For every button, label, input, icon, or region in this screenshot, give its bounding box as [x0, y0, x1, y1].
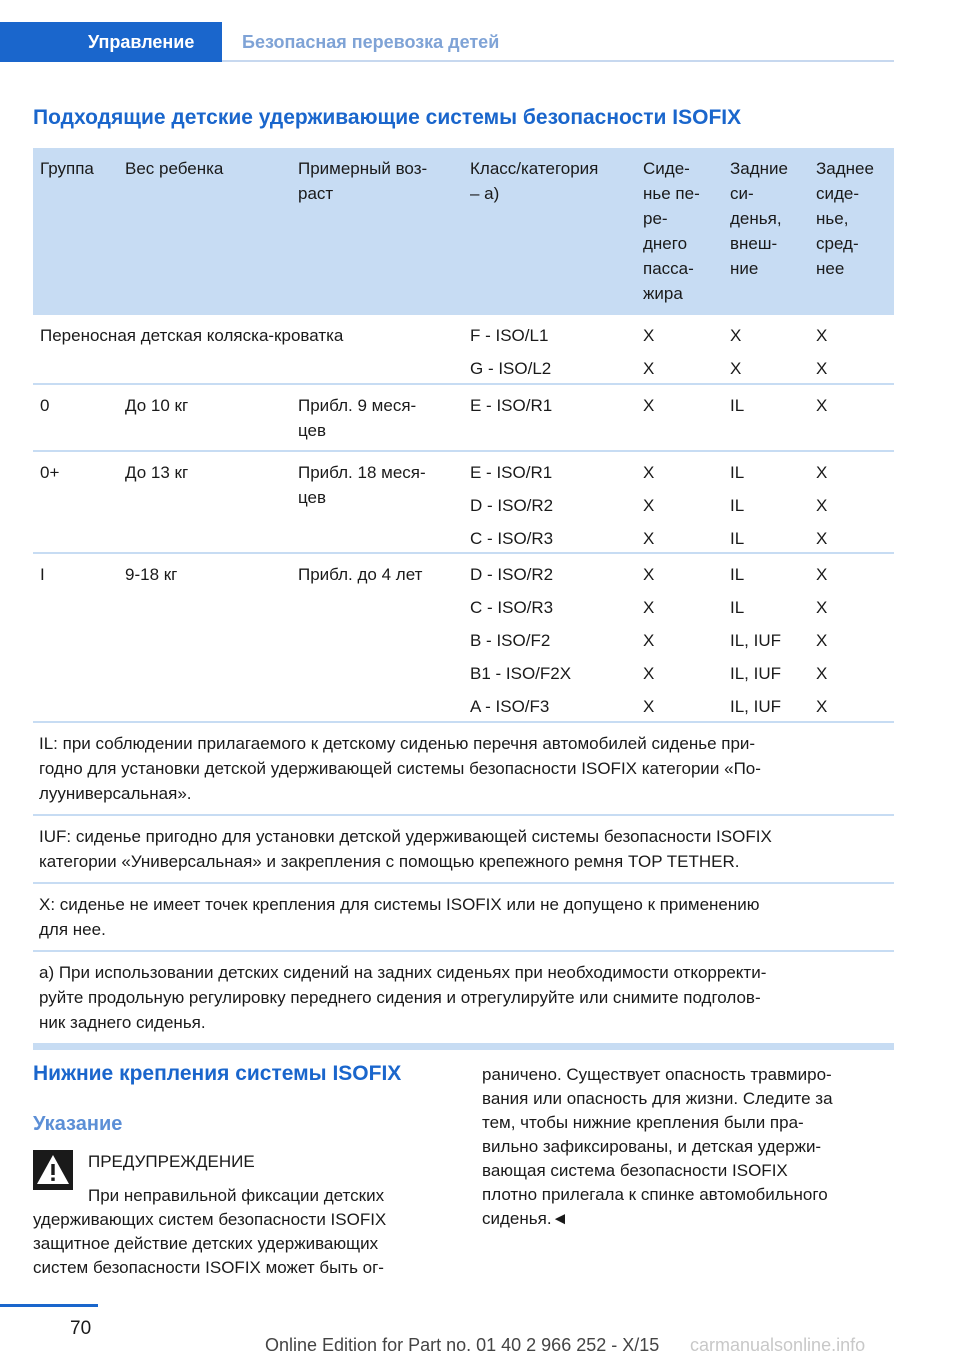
- cell-value: IL: [730, 565, 745, 584]
- cell-group: I: [40, 565, 45, 584]
- table-row: [33, 554, 894, 723]
- cell-weight: До 13 кг: [125, 463, 189, 482]
- text-line: вающая система безопасности ISOFIX: [482, 1161, 788, 1180]
- col-rear-outer-header: [730, 156, 788, 281]
- cell-line: цев: [298, 421, 327, 440]
- table-row: [33, 452, 894, 554]
- page-number: 70: [70, 1318, 92, 1339]
- cell-value: IL: [730, 496, 745, 515]
- section-title: Подходящие детские удерживающие системы безопасности ISOFIX: [33, 106, 742, 129]
- text-line: сиденья.◄: [482, 1209, 569, 1228]
- cell-value: X: [643, 565, 655, 584]
- table-row: [33, 315, 894, 385]
- cell-front: [643, 562, 654, 727]
- cell-value: X: [816, 529, 828, 548]
- header-line: нее: [816, 259, 845, 278]
- header-line: Сиде-: [643, 159, 690, 178]
- cell-value: C - ISO/R3: [470, 529, 554, 548]
- note-line: руйте продольную регулировку переднего сидения и отрегулируйте или снимите подголов-: [39, 988, 761, 1007]
- cell-value: X: [816, 359, 828, 378]
- cell-value: X: [816, 326, 828, 345]
- cell-rear-outer: [730, 323, 741, 389]
- notice-heading: Указание: [33, 1113, 123, 1135]
- text-line: защитное действие детских удерживающих: [33, 1234, 379, 1253]
- cell-group: 0+: [40, 463, 60, 482]
- cell-value: D - ISO/R2: [470, 496, 554, 515]
- note-line: категории «Универсальная» и закрепления с помощью крепежного ремня TOP TETHER.: [39, 852, 740, 871]
- cell-value: IL, IUF: [730, 631, 782, 650]
- header-line: раст: [298, 184, 334, 203]
- legend-note: [33, 816, 894, 884]
- cell-line: Прибл. 9 меся-: [298, 396, 417, 415]
- text-line: При неправильной фиксации детских: [88, 1186, 385, 1205]
- note-line: годно для установки детской удерживающей системы безопасности ISOFIX категории «По-: [39, 759, 761, 778]
- text-line: вильно зафиксированы, и детская удержи-: [482, 1137, 822, 1156]
- header-line: ние: [730, 259, 759, 278]
- cell-value: IL, IUF: [730, 664, 782, 683]
- cell-age: [298, 460, 426, 510]
- cell-rear-middle: [816, 460, 827, 559]
- cell-value: X: [816, 496, 828, 515]
- cell-value: X: [730, 359, 742, 378]
- col-group-header: Группа: [40, 159, 94, 178]
- header-line: – а): [470, 184, 500, 203]
- cell-rear-outer: [730, 460, 744, 559]
- edition-note: Online Edition for Part no. 01 40 2 966 252 - X/15: [265, 1335, 660, 1355]
- footer-bar: [0, 1304, 98, 1307]
- cell-front: [643, 393, 654, 426]
- note-line: для нее.: [39, 920, 106, 939]
- cell-value: X: [643, 326, 655, 345]
- table-row: [33, 385, 894, 452]
- header-line: пасса-: [643, 259, 694, 278]
- cell-value: X: [643, 697, 655, 716]
- note-line: а) При использовании детских сидений на задних сиденьях при необходимости откорректи-: [39, 963, 767, 982]
- cell-rear-middle: [816, 393, 827, 426]
- cell-value: X: [643, 396, 655, 415]
- legend-note: [33, 952, 894, 1045]
- cell-value: X: [643, 664, 655, 683]
- note-line: ник заднего сиденья.: [39, 1013, 206, 1032]
- cell-value: X: [816, 565, 828, 584]
- warning-text-right: [482, 1063, 894, 1231]
- cell-line: цев: [298, 488, 327, 507]
- cell-value: E - ISO/R1: [470, 396, 553, 415]
- table-end-rule: [33, 1045, 894, 1050]
- note-line: IL: при соблюдении прилагаемого к детскому сиденью перечня автомобилей сиденье при-: [39, 734, 756, 753]
- cell-value: X: [816, 664, 828, 683]
- cell-value: X: [816, 463, 828, 482]
- cell-value: X: [643, 463, 655, 482]
- cell-line: Прибл. 18 меся-: [298, 463, 426, 482]
- cell-value: X: [816, 598, 828, 617]
- note-line: лууниверсальная».: [39, 784, 192, 803]
- cell-value: X: [643, 529, 655, 548]
- cell-value: IL: [730, 463, 745, 482]
- cell-value: X: [643, 631, 655, 650]
- cell-class: [470, 562, 571, 727]
- cell-class: [470, 460, 553, 559]
- table-body: [33, 315, 894, 723]
- cell-rear-outer: [730, 393, 744, 426]
- header-line: Класс/категория: [470, 159, 599, 178]
- cell-value: IL, IUF: [730, 697, 782, 716]
- isofix-anchors-heading: Нижние крепления системы ISOFIX: [33, 1062, 402, 1085]
- text-line: плотно прилегала к спинке автомобильного: [482, 1185, 828, 1204]
- warning-text-left: [33, 1184, 448, 1280]
- header-rule: [222, 60, 894, 62]
- cell-value: X: [643, 598, 655, 617]
- cell-value: C - ISO/R3: [470, 598, 554, 617]
- section-tab: Безопасная перевозка детей: [242, 32, 500, 52]
- col-rear-middle-header: [816, 156, 874, 281]
- cell-age: [298, 393, 416, 443]
- header-line: нье,: [816, 209, 849, 228]
- cell-value: E - ISO/R1: [470, 463, 553, 482]
- header-line: нье пе-: [643, 184, 700, 203]
- cell-front: [643, 460, 654, 559]
- cell-rear-outer: [730, 562, 781, 727]
- col-class-header: [470, 156, 598, 206]
- cell-value: IL: [730, 529, 745, 548]
- cell-group: Переносная детская коляска-кроватка: [40, 326, 344, 345]
- warning-title: ПРЕДУПРЕЖДЕНИЕ: [88, 1152, 255, 1171]
- col-weight-header: Вес ребенка: [125, 159, 224, 178]
- header-line: ре-: [643, 209, 668, 228]
- header-line: Примерный воз-: [298, 159, 428, 178]
- cell-value: X: [816, 697, 828, 716]
- text-line: удерживающих систем безопасности ISOFIX: [33, 1210, 387, 1229]
- cell-value: IL: [730, 598, 745, 617]
- cell-group: 0: [40, 396, 50, 415]
- cell-value: X: [816, 396, 828, 415]
- header-line: жира: [643, 284, 683, 303]
- header-line: Задние: [730, 159, 788, 178]
- note-line: IUF: сиденье пригодно для установки детской удерживающей системы безопасности ISOFIX: [39, 827, 772, 846]
- cell-value: X: [730, 326, 742, 345]
- cell-value: D - ISO/R2: [470, 565, 554, 584]
- cell-value: X: [643, 496, 655, 515]
- isofix-table: [33, 148, 894, 1050]
- cell-class: [470, 393, 552, 426]
- cell-value: F - ISO/L1: [470, 326, 549, 345]
- header-line: внеш-: [730, 234, 778, 253]
- note-line: X: сиденье не имеет точек крепления для системы ISOFIX или не допущено к применению: [39, 895, 760, 914]
- col-age-header: [298, 156, 427, 206]
- text-line: вания или опасность для жизни. Следите за: [482, 1089, 833, 1108]
- header-line: сиде-: [816, 184, 860, 203]
- cell-front: [643, 323, 654, 389]
- text-line: тем, чтобы нижние крепления были пра-: [482, 1113, 804, 1132]
- cell-rear-middle: [816, 323, 827, 389]
- legend-note: [33, 723, 894, 816]
- cell-weight: 9-18 кг: [125, 565, 178, 584]
- table-notes: [33, 723, 894, 1045]
- cell-age: [298, 562, 422, 587]
- header-line: Заднее: [816, 159, 874, 178]
- cell-value: IL: [730, 396, 745, 415]
- cell-value: G - ISO/L2: [470, 359, 552, 378]
- cell-line: Прибл. до 4 лет: [298, 565, 423, 584]
- cell-rear-middle: [816, 562, 827, 727]
- header-line: си-: [730, 184, 754, 203]
- cell-weight: До 10 кг: [125, 396, 189, 415]
- legend-note: [33, 884, 894, 952]
- page-header: [0, 0, 960, 62]
- chapter-tab: Управление: [0, 22, 222, 62]
- cell-value: B - ISO/F2: [470, 631, 551, 650]
- cell-class: [470, 323, 551, 389]
- watermark: carmanualsonline.info: [690, 1335, 866, 1355]
- text-line: систем безопасности ISOFIX может быть ог-: [33, 1258, 384, 1277]
- text-line: раничено. Существует опасность травмиро-: [482, 1065, 832, 1084]
- col-front-header: [643, 156, 700, 306]
- cell-value: X: [816, 631, 828, 650]
- header-line: сред-: [816, 234, 859, 253]
- cell-value: X: [643, 359, 655, 378]
- cell-value: A - ISO/F3: [470, 697, 550, 716]
- table-header: [33, 148, 894, 315]
- header-line: днего: [643, 234, 688, 253]
- cell-value: B1 - ISO/F2X: [470, 664, 572, 683]
- header-line: денья,: [730, 209, 782, 228]
